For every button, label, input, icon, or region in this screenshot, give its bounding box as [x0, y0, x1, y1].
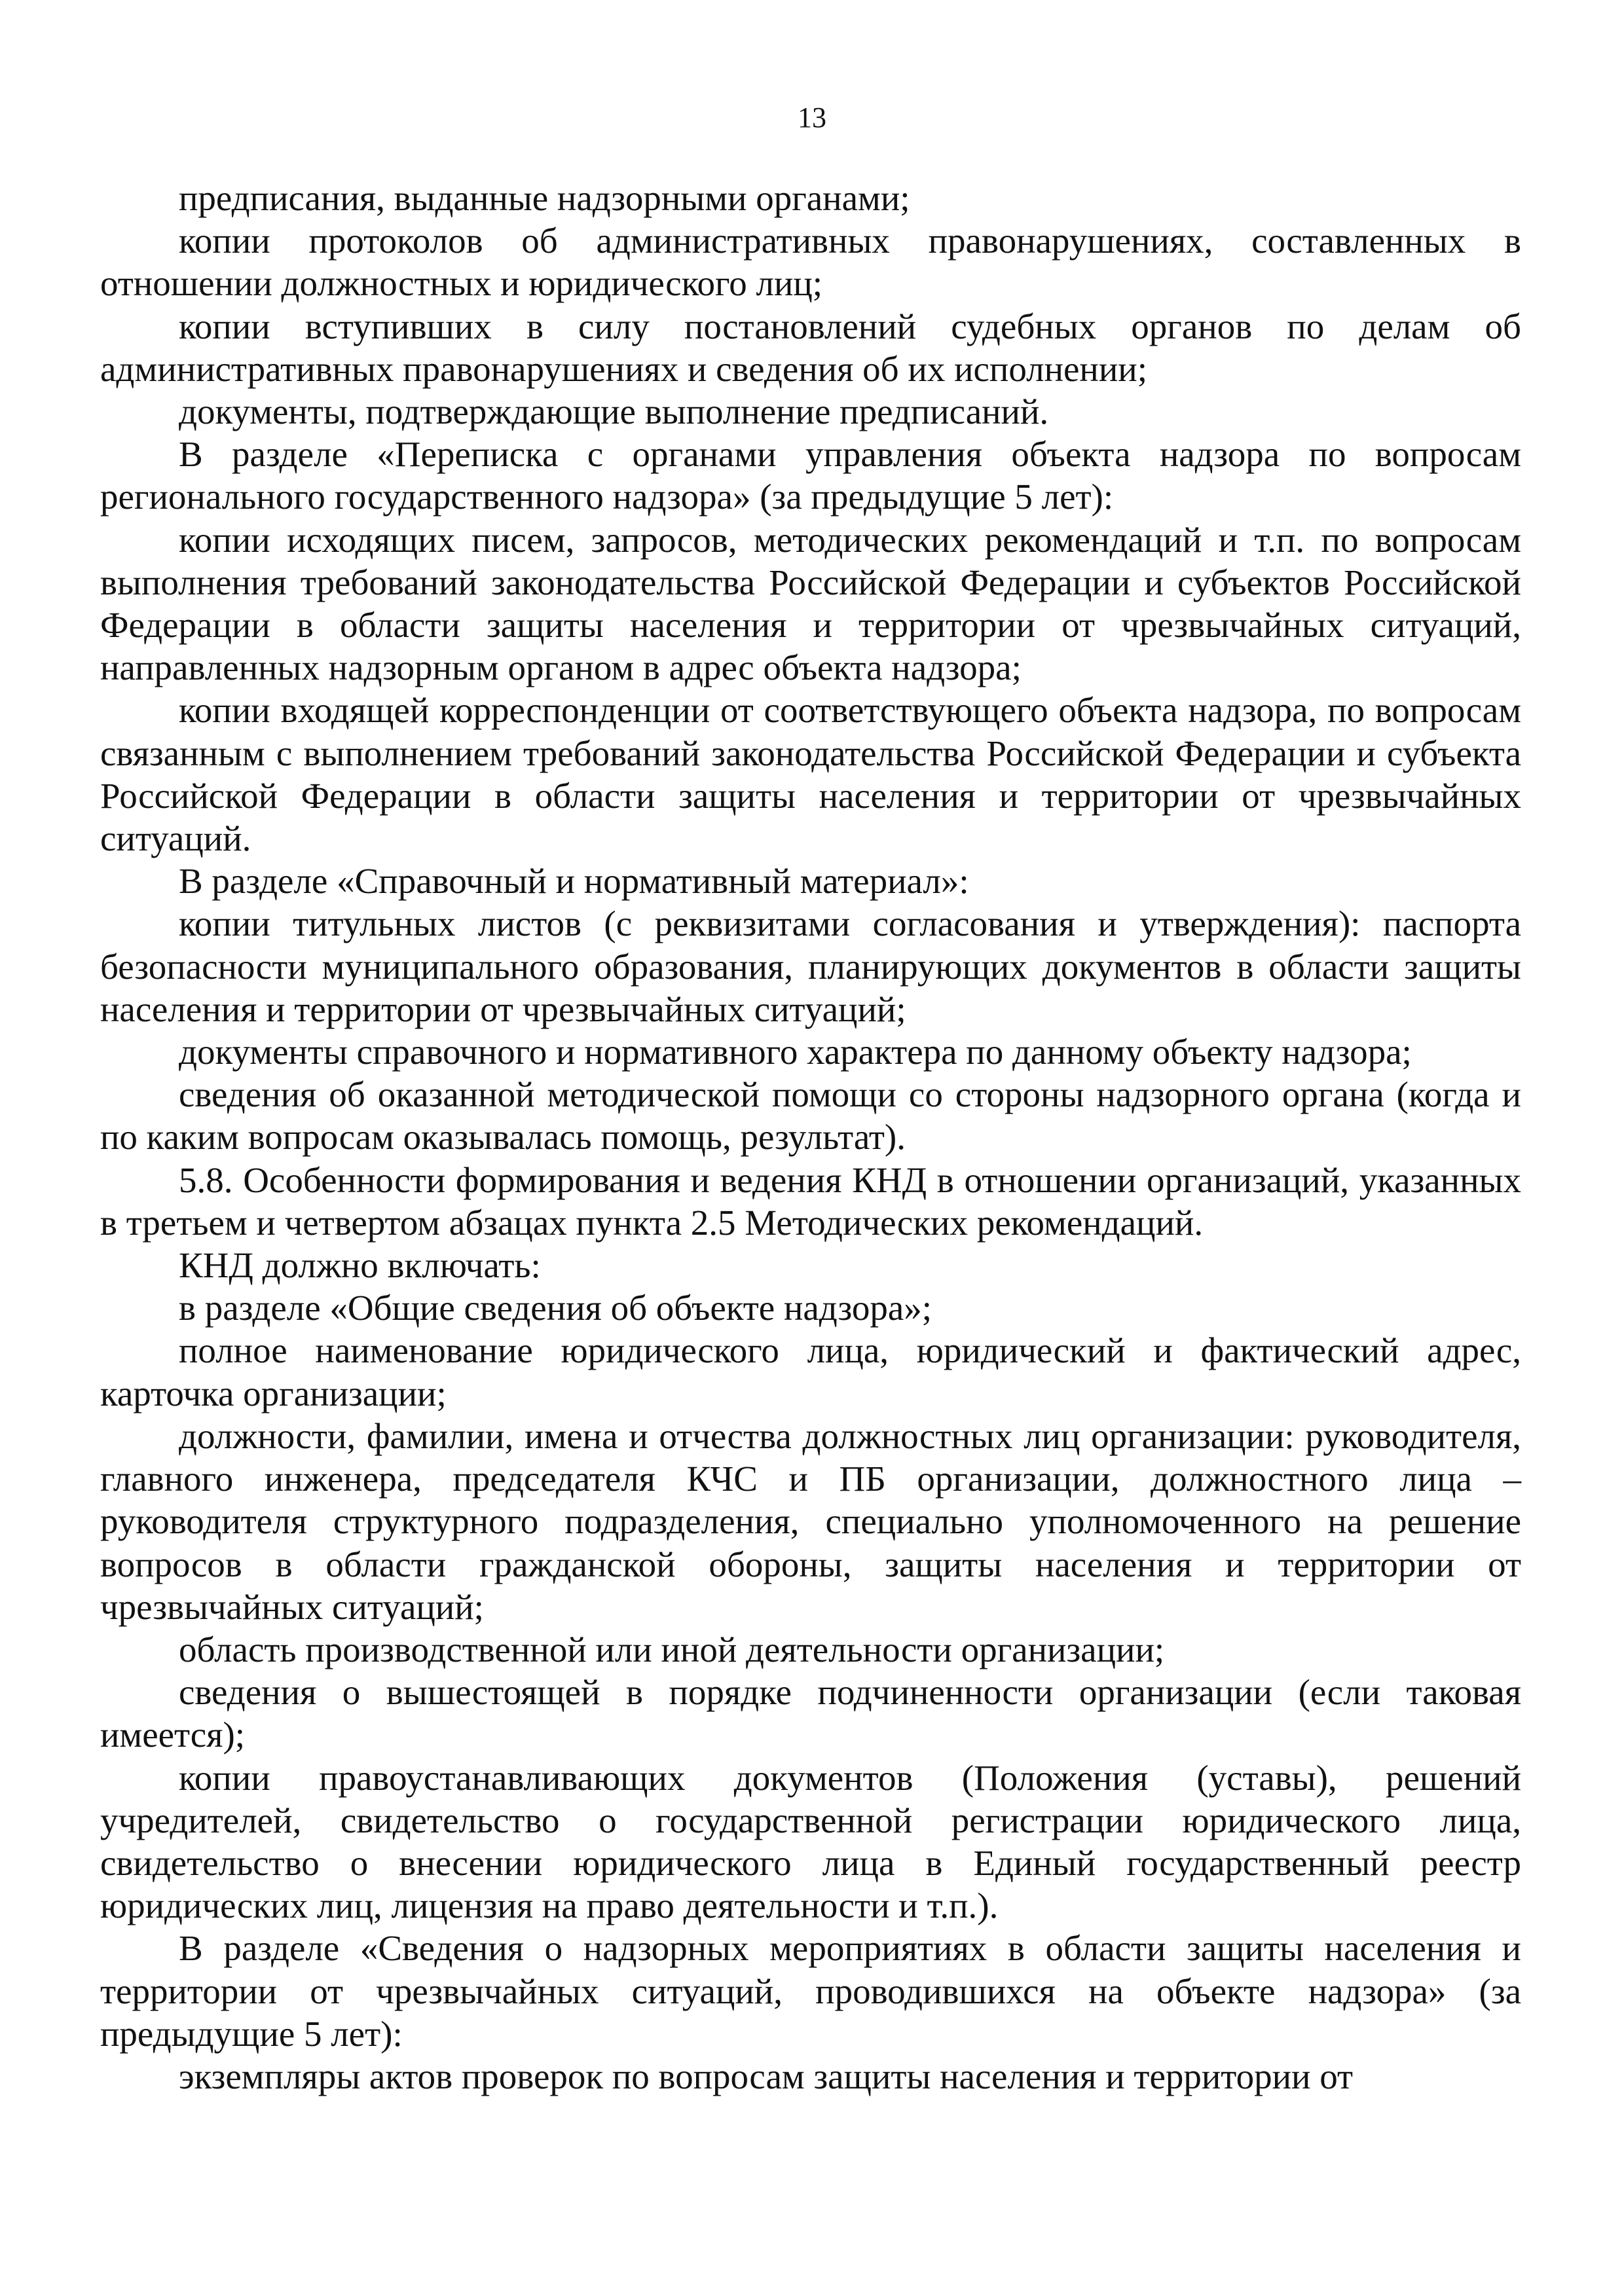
page-number: 13: [798, 101, 826, 134]
paragraph-6: копии исходящих писем, запросов, методических рекомендаций и т.п. по вопросам выполнения требований законодательства Российской Федерации и субъектов Российской Федерации в области защиты населения и территории от чрезвычайных ситуаций, направленных надзорным органом в адрес объекта надзора;: [100, 519, 1521, 688]
paragraph-1: предписания, выданные надзорными органами;: [179, 178, 910, 218]
paragraph-5: В разделе «Переписка с органами управления объекта надзора по вопросам регионального государственного надзора» (за предыдущие 5 лет):: [100, 434, 1521, 517]
paragraph-16: должности, фамилии, имена и отчества должностных лиц организации: руководителя, главного инженера, председателя КЧС и ПБ организации, должностного лица – руководителя структурного подразделения, специально уполномоченного на решение вопросов в области гражданской обороны, защиты населения и территории от чрезвычайных ситуаций;: [100, 1415, 1521, 1627]
paragraph-19: копии правоустанавливающих документов (Положения (уставы), решений учредителей, свидетельство о государственной регистрации юридического лица, свидетельство о внесении юридического лица в Единый государственный реестр юридических лиц, лицензия на право деятельности и т.п.).: [100, 1757, 1521, 1926]
paragraph-10: документы справочного и нормативного характера по данному объекту надзора;: [179, 1032, 1412, 1072]
paragraph-11: сведения об оказанной методической помощи со стороны надзорного органа (когда и по каким вопросам оказывалась помощь, результат).: [100, 1074, 1521, 1157]
paragraph-2: копии протоколов об административных правонарушениях, составленных в отношении должностных и юридического лиц;: [100, 221, 1521, 304]
paragraph-13: КНД должно включать:: [179, 1245, 541, 1286]
document-body: [100, 177, 1521, 2098]
paragraph-4: документы, подтверждающие выполнение предписаний.: [179, 392, 1049, 432]
paragraph-3: копии вступивших в силу постановлений судебных органов по делам об административных правонарушениях и сведения об их исполнении;: [100, 306, 1521, 389]
paragraph-20: В разделе «Сведения о надзорных мероприятиях в области защиты населения и территории от чрезвычайных ситуаций, проводившихся на объекте надзора» (за предыдущие 5 лет):: [100, 1928, 1521, 2054]
paragraph-15: полное наименование юридического лица, юридический и фактический адрес, карточка организации;: [100, 1330, 1521, 1413]
paragraph-14: в разделе «Общие сведения об объекте надзора»;: [179, 1288, 932, 1328]
paragraph-17: область производственной или иной деятельности организации;: [179, 1629, 1165, 1669]
paragraph-8: В разделе «Справочный и нормативный материал»:: [179, 861, 969, 902]
paragraph-9: копии титульных листов (с реквизитами согласования и утверждения): паспорта безопасности муниципального образования, планирующих документов в области защиты населения и территории от чрезвычайных ситуаций;: [100, 903, 1521, 1029]
paragraph-7: копии входящей корреспонденции от соответствующего объекта надзора, по вопросам связанным с выполнением требований законодательства Российской Федерации и субъекта Российской Федерации в области защиты населения и территории от чрезвычайных ситуаций.: [100, 690, 1521, 859]
paragraph-18: сведения о вышестоящей в порядке подчиненности организации (если таковая имеется);: [100, 1672, 1521, 1755]
paragraph-12: 5.8. Особенности формирования и ведения КНД в отношении организаций, указанных в третьем и четвертом абзацах пункта 2.5 Методических рекомендаций.: [100, 1159, 1521, 1243]
paragraph-21: экземпляры актов проверок по вопросам защиты населения и территории от: [179, 2056, 1354, 2096]
